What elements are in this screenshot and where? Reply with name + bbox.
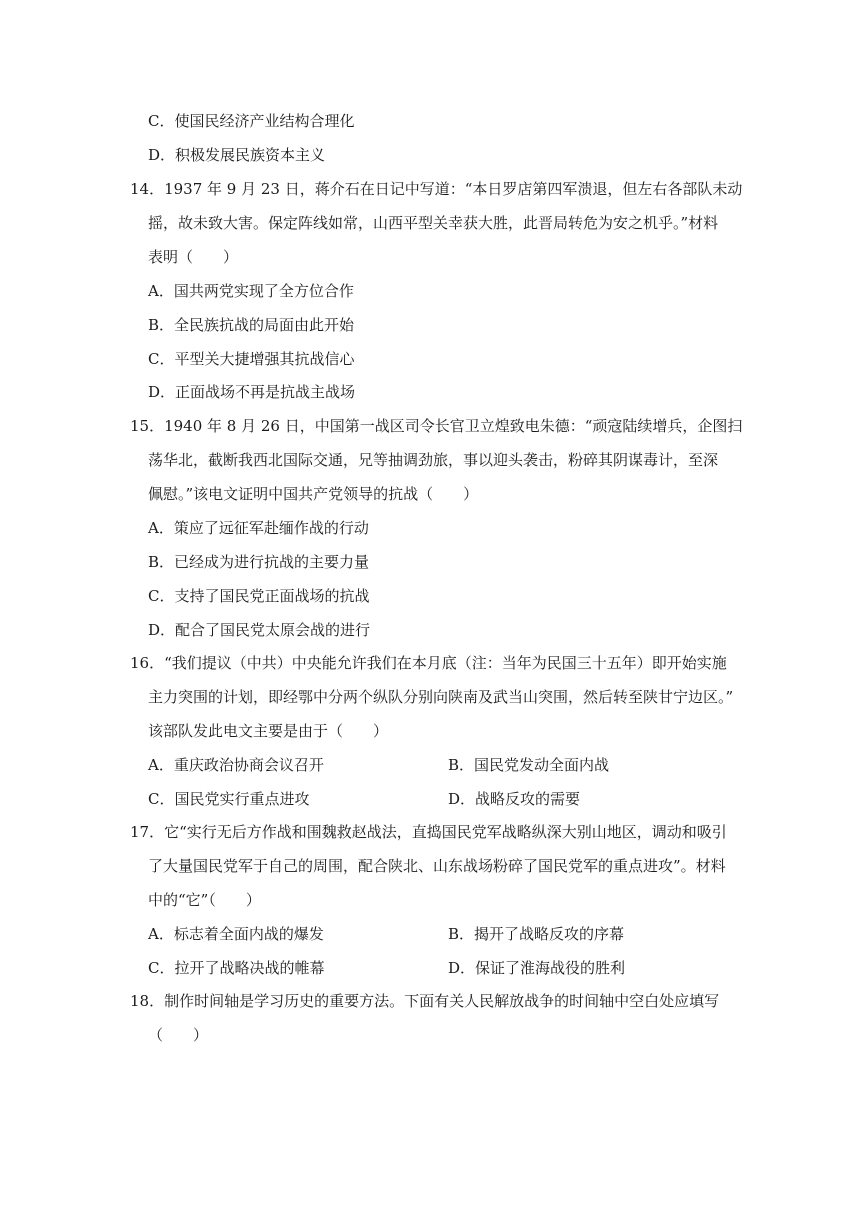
question-16-stem-line-1 [130, 653, 727, 673]
option-text: 揭开了战略反攻的序幕 [474, 925, 625, 943]
option-label: C． [148, 350, 175, 368]
option-label: C． [148, 959, 175, 977]
question-stem-text: 1937 年 9 月 23 日，蒋介石在日记中写道：“本日罗店第四军溃退，但左右各部队未动 [164, 180, 743, 198]
option-a-q16 [148, 755, 324, 775]
question-stem-text: 制作时间轴是学习历史的重要方法。下面有关人民解放战争的时间轴中空白处应填写 [164, 992, 720, 1010]
question-14-stem-line-1 [130, 179, 742, 199]
option-d-q17 [448, 958, 625, 978]
option-b-q14 [148, 315, 354, 335]
option-text: 重庆政治协商会议召开 [173, 756, 324, 774]
option-b-q16 [448, 755, 609, 775]
option-label: B． [148, 553, 175, 571]
option-text: 平型关大捷增强其抗战信心 [174, 350, 355, 368]
question-16-stem-line-3: 该部队发此电文主要是由于（ ） [148, 722, 389, 740]
option-text: 积极发展民族资本主义 [175, 146, 326, 164]
option-a-q17 [148, 924, 324, 944]
option-c-q13 [148, 111, 355, 131]
option-text: 国共两党实现了全方位合作 [173, 282, 354, 300]
option-label: B． [448, 925, 475, 943]
option-text: 战略反攻的需要 [475, 790, 581, 808]
option-text: 正面战场不再是抗战主战场 [175, 383, 356, 401]
option-text: 配合了国民党太原会战的进行 [175, 621, 371, 639]
question-number: 17． [130, 823, 165, 841]
option-text: 已经成为进行抗战的主要力量 [174, 553, 370, 571]
option-label: A． [148, 282, 174, 300]
question-number: 18． [130, 992, 165, 1010]
option-text: 标志着全面内战的爆发 [173, 925, 324, 943]
question-stem-text: “我们提议（中共）中央能允许我们在本月底（注：当年为民国三十五年）即开始实施 [164, 654, 727, 672]
option-label: B． [148, 316, 175, 334]
option-label: A． [148, 519, 174, 537]
option-label: C． [148, 790, 175, 808]
question-17-stem-line-2: 了大量国民党军于自己的周围，配合陕北、山东战场粉碎了国民党军的重点进攻”。材料 [148, 857, 726, 875]
question-stem-text: 它“实行无后方作战和围魏救赵战法，直捣国民党军战略纵深大别山地区，调动和吸引 [164, 823, 727, 841]
option-text: 策应了远征军赴缅作战的行动 [173, 519, 369, 537]
question-stem-text: 1940 年 8 月 26 日，中国第一战区司令长官卫立煌致电朱德：“顽寇陆续增兵，企图扫 [164, 417, 743, 435]
option-text: 全民族抗战的局面由此开始 [174, 316, 355, 334]
question-15-stem-line-3: 佩慰。”该电文证明中国共产党领导的抗战（ ） [148, 485, 479, 503]
option-a-q15 [148, 518, 369, 538]
option-d-q16 [448, 789, 580, 809]
option-c-q16 [148, 789, 310, 809]
option-c-q14 [148, 349, 355, 369]
question-17-stem-line-1 [130, 822, 727, 842]
option-label: C． [148, 112, 175, 130]
option-d-q13 [148, 145, 325, 165]
option-d-q14 [148, 382, 355, 402]
question-15-stem-line-1 [130, 416, 742, 436]
option-d-q15 [148, 620, 370, 640]
option-text: 拉开了战略决战的帷幕 [174, 959, 325, 977]
option-label: D． [448, 959, 476, 977]
option-c-q15 [148, 586, 370, 606]
question-15-stem-line-2: 荡华北，截断我西北国际交通，兄等抽调劲旅，事以迎头袭击，粉碎其阴谋毒计，至深 [148, 451, 719, 469]
option-label: D． [448, 790, 476, 808]
option-text: 国民党实行重点进攻 [174, 790, 310, 808]
option-text: 支持了国民党正面战场的抗战 [174, 587, 370, 605]
question-number: 15． [130, 417, 165, 435]
question-18-stem-line-1 [130, 991, 719, 1011]
option-text: 国民党发动全面内战 [474, 756, 610, 774]
option-label: A． [148, 925, 174, 943]
option-a-q14 [148, 281, 354, 301]
question-number: 14． [130, 180, 165, 198]
option-label: A． [148, 756, 174, 774]
question-16-stem-line-2: 主力突围的计划，即经鄂中分两个纵队分别向陕南及武当山突围，然后转至陕甘宁边区。” [148, 688, 734, 706]
option-b-q15 [148, 552, 369, 572]
option-label: D． [148, 146, 176, 164]
option-c-q17 [148, 958, 325, 978]
option-label: D． [148, 383, 176, 401]
question-17-stem-line-3: 中的“它”（ ） [148, 891, 261, 909]
question-number: 16． [130, 654, 165, 672]
question-14-stem-line-2: 摇，故未致大害。保定阵线如常，山西平型关幸获大胜，此晋局转危为安之机乎。”材料 [148, 214, 719, 232]
option-text: 使国民经济产业结构合理化 [174, 112, 355, 130]
option-label: D． [148, 621, 176, 639]
option-label: C． [148, 587, 175, 605]
option-text: 保证了淮海战役的胜利 [475, 959, 626, 977]
question-18-stem-line-2: （ ） [148, 1026, 209, 1044]
option-b-q17 [448, 924, 624, 944]
option-label: B． [448, 756, 475, 774]
question-14-stem-line-3: 表明（ ） [148, 248, 239, 266]
